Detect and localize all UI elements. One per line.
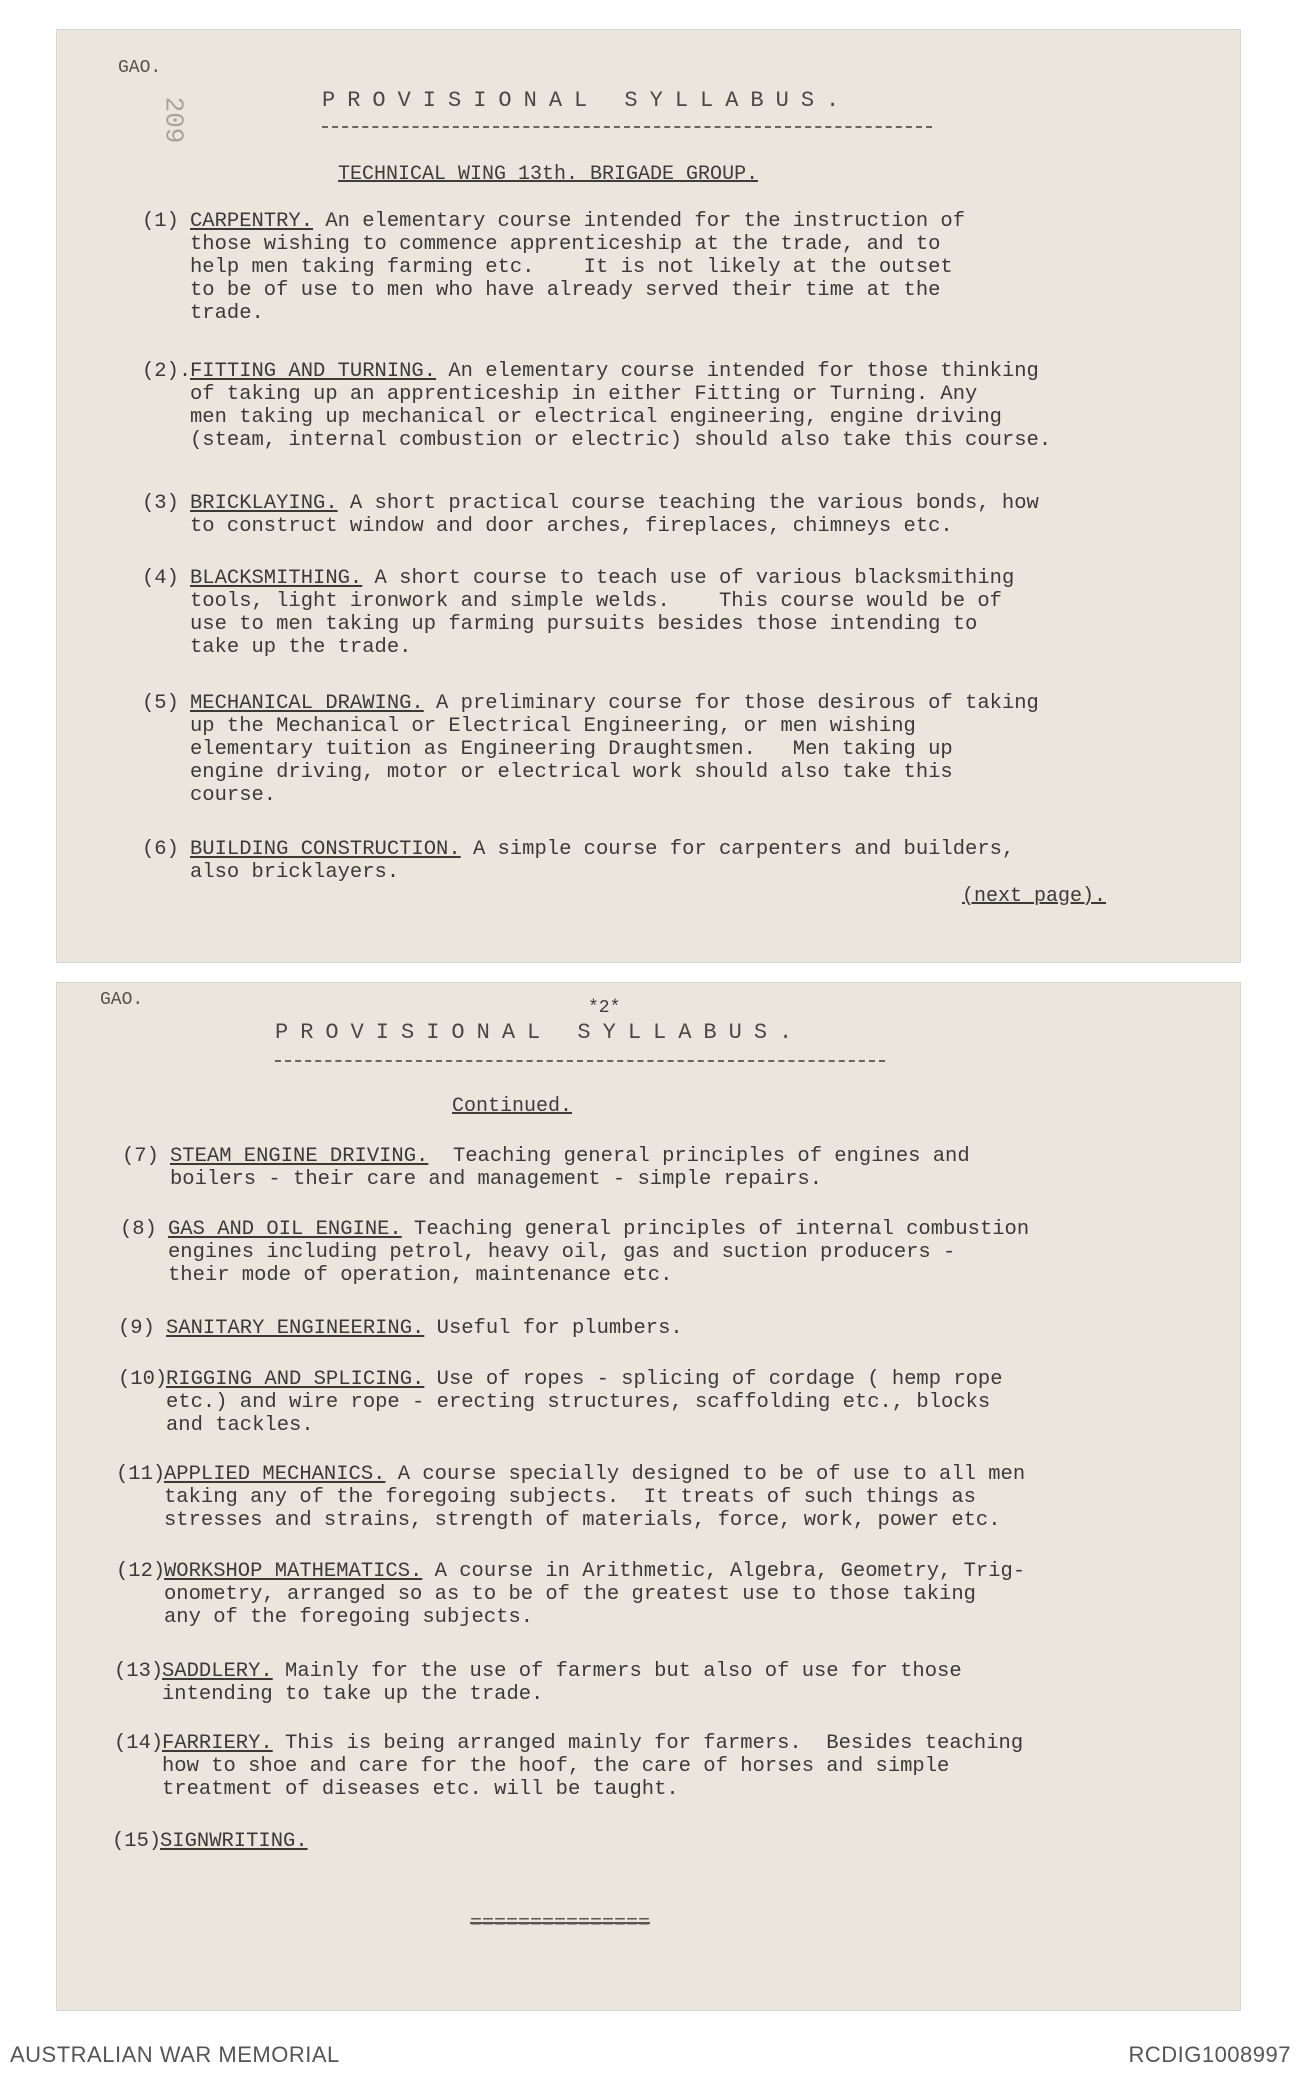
end-of-document-mark: =============== — [470, 1912, 651, 1935]
syllabus-item — [142, 492, 1190, 538]
item-heading: BUILDING CONSTRUCTION. — [190, 838, 461, 861]
item-description: A preliminary course for those desirous of taking up the Mechanical or Electrical Engineering, or men wishing elementary tuition as Engineering Draughtsmen. Men taking up engine driving, motor or electrical work should also take this course. — [190, 692, 1039, 807]
item-description: This is being arranged mainly for farmers. Besides teaching how to shoe and care for the hoof, the care of horses and simple treatment of diseases etc. will be taught. — [162, 1732, 1024, 1801]
item-number: (15) — [112, 1830, 162, 1853]
folio-stamp: 209 — [158, 96, 189, 144]
item-heading: APPLIED MECHANICS. — [164, 1463, 386, 1486]
page-subtitle: Continued. — [452, 1095, 573, 1118]
item-heading: STEAM ENGINE DRIVING. — [170, 1145, 429, 1168]
title-underline — [322, 126, 932, 128]
item-description: A course specially designed to be of use to all men taking any of the foregoing subjects. It treats of such things as stresses and strains, strength of materials, force, work, power etc. — [164, 1463, 1026, 1532]
item-heading: SANITARY ENGINEERING. — [166, 1317, 425, 1340]
item-number: (7) — [122, 1145, 159, 1168]
item-description: An elementary course intended for the instruction of those wishing to commence apprenticeship at the trade, and to help men taking farming etc. It is not likely at the outset to be of use to men who have already served their time at the trade. — [190, 210, 966, 325]
item-number: (13) — [114, 1660, 164, 1683]
item-description: A simple course for carpenters and builders, also bricklayers. — [190, 838, 1015, 884]
page-number-mark: *2* — [588, 998, 621, 1018]
item-heading: CARPENTRY. — [190, 210, 314, 233]
item-number: (14) — [114, 1732, 164, 1755]
record-id: RCDIG1008997 — [1128, 2042, 1291, 2067]
item-number: (3) — [142, 492, 179, 515]
item-heading: BLACKSMITHING. — [190, 567, 363, 590]
reference-code: GAO. — [100, 990, 144, 1010]
item-description: Teaching general principles of engines and boilers - their care and management - simple repairs. — [170, 1145, 970, 1191]
syllabus-item — [114, 1660, 1222, 1706]
syllabus-item — [112, 1830, 1160, 1853]
item-heading: FARRIERY. — [162, 1732, 273, 1755]
item-description: Use of ropes - splicing of cordage ( hemp rope etc.) and wire rope - erecting structures, scaffolding etc., blocks and tackles. — [166, 1368, 1003, 1437]
archive-credit: AUSTRALIAN WAR MEMORIAL — [10, 2042, 340, 2067]
title-underline — [275, 1060, 885, 1062]
item-number: (11) — [116, 1463, 166, 1486]
item-description: Mainly for the use of farmers but also of use for those intending to take up the trade. — [162, 1660, 962, 1706]
item-heading: SADDLERY. — [162, 1660, 273, 1683]
item-heading: MECHANICAL DRAWING. — [190, 692, 424, 715]
syllabus-item — [142, 210, 1190, 325]
item-description: A short course to teach use of various blacksmithing tools, light ironwork and simple welds. This course would be of use to men taking up farming pursuits besides those intending to take up the trade. — [190, 567, 1015, 659]
syllabus-item — [142, 360, 1240, 452]
item-description: A course in Arithmetic, Algebra, Geometry, Trig- onometry, arranged so as to be of the greatest use to those taking any of the foregoing subjects. — [164, 1560, 1026, 1629]
item-number: (1) — [142, 210, 179, 233]
item-number: (12) — [116, 1560, 166, 1583]
item-description: An elementary course intended for those thinking of taking up an apprenticeship in either Fitting or Turning. Any men taking up mechanical or electrical engineering, engine driving (steam, internal combustion or electric) should also take this course. — [190, 360, 1052, 452]
item-description: Teaching general principles of internal combustion engines including petrol, heavy oil, gas and suction producers - their mode of operation, maintenance etc. — [168, 1218, 1030, 1287]
syllabus-item — [122, 1145, 1210, 1191]
reference-code: GAO. — [118, 58, 162, 78]
page-title: PROVISIONAL SYLLABUS. — [275, 1020, 805, 1045]
item-number: (8) — [120, 1218, 157, 1241]
item-number: (4) — [142, 567, 179, 590]
item-heading: WORKSHOP MATHEMATICS. — [164, 1560, 423, 1583]
syllabus-item — [116, 1463, 1224, 1532]
syllabus-item — [118, 1317, 1206, 1340]
item-description: Useful for plumbers. — [424, 1317, 683, 1340]
item-description: A short practical course teaching the various bonds, how to construct window and door arches, fireplaces, chimneys etc. — [190, 492, 1039, 538]
item-number: (2). — [142, 360, 192, 383]
syllabus-item — [116, 1560, 1224, 1629]
item-number: (10) — [118, 1368, 168, 1391]
syllabus-item — [118, 1368, 1226, 1437]
item-heading: SIGNWRITING. — [160, 1830, 308, 1853]
syllabus-item — [142, 567, 1190, 659]
page-subtitle: TECHNICAL WING 13th. BRIGADE GROUP. — [338, 163, 759, 186]
syllabus-item — [114, 1732, 1222, 1801]
syllabus-item — [142, 838, 1220, 884]
item-heading: FITTING AND TURNING. — [190, 360, 437, 383]
item-heading: BRICKLAYING. — [190, 492, 338, 515]
item-number: (5) — [142, 692, 179, 715]
syllabus-item — [142, 692, 1220, 807]
item-number: (9) — [118, 1317, 155, 1340]
page-title: PROVISIONAL SYLLABUS. — [322, 88, 852, 113]
item-heading: GAS AND OIL ENGINE. — [168, 1218, 402, 1241]
item-number: (6) — [142, 838, 179, 861]
item-heading: RIGGING AND SPLICING. — [166, 1368, 425, 1391]
syllabus-item — [120, 1218, 1228, 1287]
next-page-note: (next page). — [962, 885, 1107, 908]
